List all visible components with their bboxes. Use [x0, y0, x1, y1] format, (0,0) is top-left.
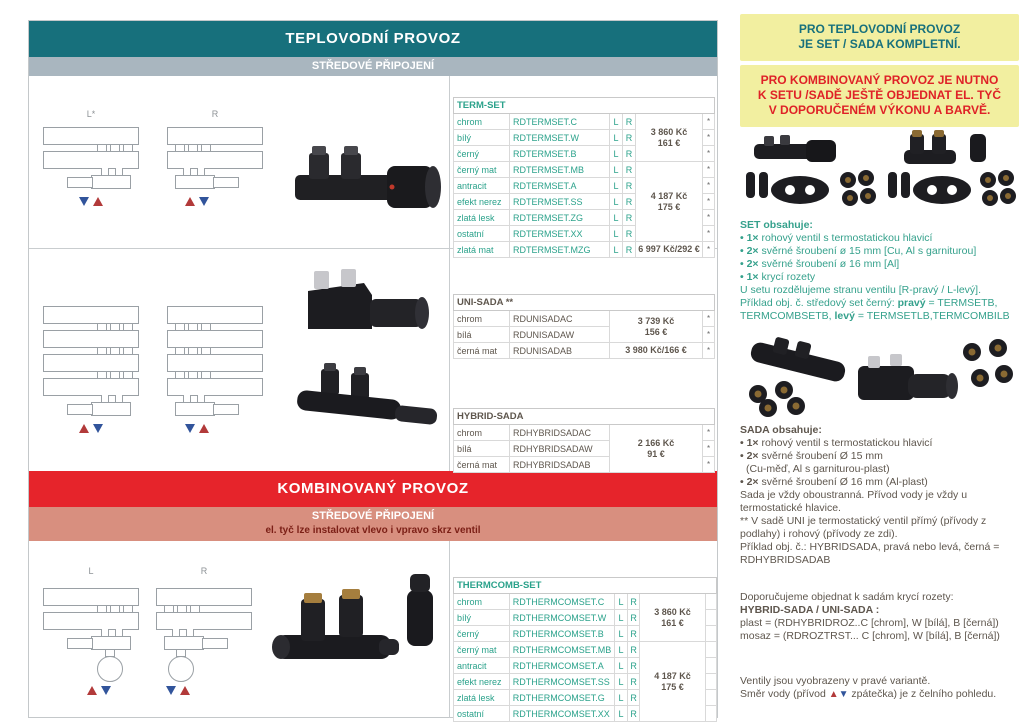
table-row: efekt nerez RDTHERMCOMSET.SS L R [454, 674, 717, 690]
set-note: U setu rozdělujeme stranu ventilu [R-pravý / L-levý]. [740, 284, 982, 296]
cell: RDTERMSET.B [510, 146, 610, 162]
cell: L [610, 114, 623, 130]
cell: černá mat [454, 343, 510, 359]
subheader-stredove-2 [29, 507, 717, 541]
cell: RDHYBRIDSADAC [510, 425, 610, 441]
list-item: • 2× svěrné šroubení Ø 15 mm [740, 450, 1024, 463]
list-item: • 2× svěrné šroubení Ø 16 mm (Al-plast) [740, 476, 1024, 489]
section-header-kombinovany: KOMBINOVANÝ PROVOZ [29, 471, 717, 507]
cell: RDTHERMCOMSET.SS [509, 674, 615, 690]
subheader-stredove-2-note: el. tyč lze instalovat vlevo i vpravo skrz ventil [265, 525, 481, 536]
column-divider [449, 76, 450, 718]
table-title: THERMCOMB-SET [454, 578, 717, 594]
table-row: zlatá mat RDTERMSET.MZG L R 6 997 Kč/292 € * [454, 242, 715, 258]
product-photo-term-set [279, 111, 449, 231]
cell: RDTHERMCOMSET.B [509, 626, 615, 642]
cell: RDTHERMCOMSET.G [509, 690, 615, 706]
table-row: chrom RDHYBRIDSADAC 2 166 Kč 91 € * [454, 425, 715, 441]
price-cell: 3 980 Kč/166 € [610, 343, 703, 359]
price-cell: 3 860 Kč 161 € [636, 114, 703, 162]
cell: RDUNISADAC [510, 311, 610, 327]
table-row: černý mat RDTHERMCOMSET.MB L R 4 187 Kč 175 € [454, 642, 717, 658]
price-cell: 3 860 Kč 161 € [640, 594, 705, 642]
flow-arrows [185, 424, 209, 433]
cell: RDTERMSET.XX [510, 226, 610, 242]
product-photo-set-kits [744, 130, 1016, 218]
flow-arrows [166, 686, 190, 695]
sada-note: Příklad obj. č.: HYBRIDSADA, pravá nebo levá, černá = RDHYBRIDSADAB [740, 541, 1000, 566]
cell: chrom [454, 311, 510, 327]
cell: chrom [454, 114, 510, 130]
cell: RDTERMSET.ZG [510, 210, 610, 226]
set-example: Příklad obj. č. středový set černý: pravý = TERMSETB, TERMCOMBSETB, levý = TERMSETLB,TERMCOMBILB [740, 297, 1010, 322]
set-contents-title: SET obsahuje: [740, 219, 813, 231]
product-photo-sada-kits [740, 336, 1020, 418]
product-photo-uni-valve [294, 261, 444, 351]
price-cell: 4 187 Kč 175 € [636, 162, 703, 242]
cell: bílá [454, 327, 510, 343]
table-row: černý RDTERMSET.B L R * [454, 146, 715, 162]
product-photo-thermcomb-valve [267, 583, 407, 683]
cell: RDTERMSET.MB [510, 162, 610, 178]
cell: chrom [454, 594, 510, 610]
flow-arrows [185, 197, 209, 206]
term-set-table [453, 97, 715, 258]
cell: antracit [454, 178, 510, 194]
cell: efekt nerez [454, 674, 510, 690]
product-photo-thermo-head [395, 566, 443, 654]
table-row: chrom RDTHERMCOMSET.C L R 3 860 Kč 161 € [454, 594, 717, 610]
diagram-label: R [211, 109, 219, 119]
cell: chrom [454, 425, 510, 441]
flow-arrows [79, 424, 103, 433]
table-title: TERM-SET [454, 98, 715, 114]
cell: efekt nerez [454, 194, 510, 210]
cell: černá mat [454, 457, 510, 473]
cell: RDTERMSET.W [510, 130, 610, 146]
subheader-stredove-1: STŘEDOVÉ PŘIPOJENÍ [29, 57, 717, 76]
table-row: bílá RDHYBRIDSADAW * [454, 441, 715, 457]
cell: zlatá lesk [454, 690, 510, 706]
cell: zlatá lesk [454, 210, 510, 226]
cell: RDTHERMCOMSET.MB [509, 642, 615, 658]
table-row: černá mat RDHYBRIDSADAB * [454, 457, 715, 473]
left-panel [28, 20, 718, 718]
rozety-title: HYBRID-SADA / UNI-SADA : [740, 604, 880, 616]
electric-element [168, 656, 194, 682]
cell: ostatní [454, 706, 510, 722]
table-row: chrom RDUNISADAC 3 739 Kč 156 € * [454, 311, 715, 327]
cell: RDTHERMCOMSET.A [509, 658, 615, 674]
diagram-label: R [200, 566, 208, 576]
cell: R [623, 114, 636, 130]
hybrid-sada-table [453, 408, 715, 473]
cell: * [703, 114, 715, 130]
cell: zlatá mat [454, 242, 510, 258]
cell: RDTHERMCOMSET.XX [509, 706, 615, 722]
note-box-teplovodni: PRO TEPLOVODNÍ PROVOZ JE SET / SADA KOMPLETNÍ. [740, 14, 1019, 61]
return-arrow-icon: ▼ [838, 689, 849, 700]
section-header-teplovodni: TEPLOVODNÍ PROVOZ [29, 21, 717, 57]
cell: ostatní [454, 226, 510, 242]
uni-sada-table [453, 294, 715, 359]
diagram-label: L* [86, 109, 96, 119]
table-title: UNI-SADA ** [454, 295, 715, 311]
cell: RDUNISADAB [510, 343, 610, 359]
cell: RDHYBRIDSADAW [510, 441, 610, 457]
table-row: zlatá lesk RDTHERMCOMSET.G L R [454, 690, 717, 706]
cell: RDUNISADAW [510, 327, 610, 343]
cell: bílý [454, 130, 510, 146]
price-cell: 4 187 Kč 175 € [640, 642, 705, 722]
table-row: zlatá lesk RDTERMSET.ZG L R * [454, 210, 715, 226]
cell: černý mat [454, 642, 510, 658]
table-row: černý RDTHERMCOMSET.B L R [454, 626, 717, 642]
cell: bílý [454, 610, 510, 626]
price-cell: 2 166 Kč 91 € [610, 425, 703, 473]
cell: bílá [454, 441, 510, 457]
thermcomb-set-table [453, 577, 717, 722]
cell: antracit [454, 658, 510, 674]
cell: černý [454, 146, 510, 162]
table-row: ostatní RDTERMSET.XX L R * [454, 226, 715, 242]
cell: RDTERMSET.C [510, 114, 610, 130]
sada-contents-title: SADA obsahuje: [740, 424, 822, 436]
table-row: ostatní RDTHERMCOMSET.XX L R [454, 706, 717, 722]
list-item: • 1× rohový ventil s termostatickou hlavicí [740, 437, 1024, 450]
flow-arrows [87, 686, 111, 695]
table-row: antracit RDTERMSET.A L R * [454, 178, 715, 194]
list-item: • 2× svěrné šroubení ø 15 mm [Cu, Al s garniturou] [740, 245, 1024, 258]
list-item: • 2× svěrné šroubení ø 16 mm [Al] [740, 258, 1024, 271]
rozety-recommendation: Doporučujeme objednat k sadám krycí rozety: HYBRID-SADA / UNI-SADA : plast = (RDHYBRIDROZ..C [chrom], W [bílá], B [černá]) mosaz = (RDROZTRST... C [chrom], W [bílá], B [černá]) [740, 591, 1024, 643]
table-row: bílý RDTHERMCOMSET.W L R [454, 610, 717, 626]
cell: RDTERMSET.A [510, 178, 610, 194]
product-photo-hybrid-valve [287, 351, 445, 446]
cell: černý [454, 626, 510, 642]
cell: RDTERMSET.MZG [510, 242, 610, 258]
diagram-label: L [88, 566, 94, 576]
cell: RDTHERMCOMSET.W [509, 610, 615, 626]
table-row [454, 114, 715, 130]
table-row: bílý RDTERMSET.W L R * [454, 130, 715, 146]
sada-note: ** V sadě UNI je termostatický ventil přímý (přívody z podlahy) i rohový (přívody ze zdi). [740, 515, 987, 540]
list-item-continued: (Cu-měď, Al s garniturou-plast) [746, 463, 890, 475]
electric-element [97, 656, 123, 682]
cell: RDTHERMCOMSET.C [509, 594, 615, 610]
cell: černý mat [454, 162, 510, 178]
price-cell: 6 997 Kč/292 € [636, 242, 703, 258]
table-row: efekt nerez RDTERMSET.SS L R * [454, 194, 715, 210]
flow-arrows [79, 197, 103, 206]
set-contents [740, 219, 1024, 323]
table-row: bílá RDUNISADAW * [454, 327, 715, 343]
list-item: • 1× krycí rozety [740, 271, 1024, 284]
sada-note: Sada je vždy oboustranná. Přívod vody je vždy u termostatické hlavice. [740, 489, 968, 514]
subheader-stredove-2-title: STŘEDOVÉ PŘIPOJENÍ [311, 510, 435, 522]
sada-contents [740, 424, 1024, 567]
cell: RDTERMSET.SS [510, 194, 610, 210]
footer-note: Ventily jsou vyobrazeny v pravé variantě. Směr vody (přívod ▲▼ zpátečka) je z čelního pohledu. [740, 675, 997, 700]
note-box-kombinovany: PRO KOMBINOVANÝ PROVOZ JE NUTNO K SETU /SADĚ JEŠTĚ OBJEDNAT EL. TYČ V DOPORUČENÉM VÝKONU A BARVĚ. [740, 65, 1019, 127]
table-row: černý mat RDTERMSET.MB L R 4 187 Kč 175 € * [454, 162, 715, 178]
cell: RDHYBRIDSADAB [510, 457, 610, 473]
table-title: HYBRID-SADA [454, 409, 715, 425]
list-item: • 1× rohový ventil s termostatickou hlavicí [740, 232, 1024, 245]
table-row: antracit RDTHERMCOMSET.A L R [454, 658, 717, 674]
table-row: černá mat RDUNISADAB 3 980 Kč/166 € * [454, 343, 715, 359]
price-cell: 3 739 Kč 156 € [610, 311, 703, 343]
supply-arrow-icon: ▲ [828, 689, 839, 700]
